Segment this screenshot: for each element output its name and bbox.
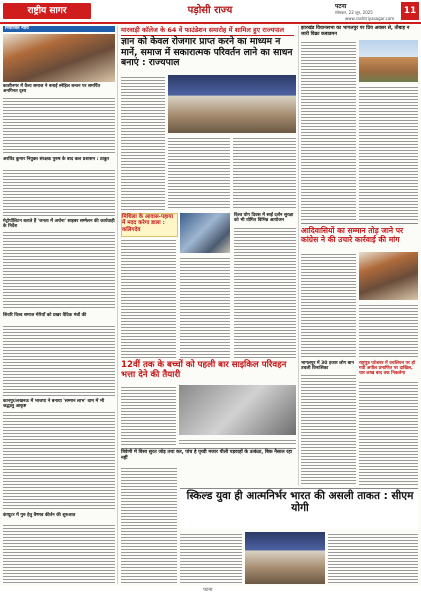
main-body-col3 xyxy=(233,136,296,210)
footer-label: पटना xyxy=(203,587,213,593)
right-small-body-2 xyxy=(359,380,418,485)
right-top-body-col2 xyxy=(359,85,418,220)
story4-headline: त्रिवेणी में विश्व सुरत जोड़ तथा कर, पांच हे पृथ्वी मजार पीली पड़वाहों के उत्कंठा, बिक नैसाल रहा नहीं xyxy=(121,450,293,461)
main-body-col2 xyxy=(168,136,230,210)
column-divider-right xyxy=(298,26,299,486)
right-top-body xyxy=(301,40,356,220)
right-building-photo xyxy=(359,40,418,82)
left-item1-body xyxy=(3,96,115,154)
left-item1-head: काशीनगर में वैश्य समाज ने बनाई स्नेहिल बन्धन पर समर्पित अनगिनत दृश्य xyxy=(3,84,101,94)
left-item2-head: अरविंद कुमार नियुक्त संरक्षक पुरुष के बाद कल प्रशासन : ठाकुर xyxy=(3,157,110,162)
edition-city: पटना xyxy=(335,3,347,10)
right-section-rule xyxy=(301,223,418,224)
right-top-headline: झारखंड विधानसभा का भागलपुर पर प्रिय अवसर से, तौबाह न जारी विक्रा कबाडमन xyxy=(301,26,410,37)
left-photo xyxy=(3,34,115,82)
bottom-banner-headline: स्किल्ड युवा ही आत्मनिर्भर भारत की असली ताकत : सीएम योगी xyxy=(186,490,414,515)
story3-body-col2 xyxy=(179,438,296,446)
sidebar-headline: विश्व योग दिवस में साईं दर्शन सुरक्षा को भी योगित विभिन्न आयोजन xyxy=(234,213,294,223)
website-url: www.rashtriyasagar.com xyxy=(345,16,395,21)
main-photo-stage xyxy=(168,75,296,133)
left-item2-body xyxy=(3,168,115,216)
right-small-head-1: भागलपुर में 30 हजार लोग बान उचली विनाशिका xyxy=(301,361,354,371)
left-item5-head: कानपुर/लखनऊ में भाजपा ने बनाया 'सम्मान लाभ' धाम में भी श्रद्धालु आकृष्ट xyxy=(3,399,105,409)
left-item6-body xyxy=(3,523,115,583)
section-title: पड़ोसी राज्य xyxy=(187,5,233,16)
bottom-body-col2 xyxy=(328,532,418,584)
story2-headline: मिथिला के आवास-पहाया में मदद करेगा डाला : कलिगदेव xyxy=(122,214,174,233)
tribal-headline: आदिवासियों का सम्मान तोड़ जाने पर कांग्रेस ने की उचारे कार्रवाई की मांग xyxy=(301,226,404,244)
story2-photo xyxy=(180,213,230,253)
left-item3-head: मेट्रोपॉलिटन बताते हैं 'जनता में अर्चना' साइबर सम्मेलन की कार्यवाही के निर्देश xyxy=(3,219,115,229)
bottom-body-col1 xyxy=(180,532,242,584)
left-item5-body xyxy=(3,410,115,510)
edition-date: सोमवार, 23 जून, 2025 xyxy=(335,10,373,15)
masthead-rule xyxy=(0,22,421,24)
story4-body xyxy=(121,466,177,584)
tribal-photo xyxy=(359,252,418,300)
newspaper-logo: राष्ट्रीय सागर xyxy=(3,3,91,19)
right-small-body-1 xyxy=(301,373,356,485)
left-item3-body xyxy=(3,230,115,310)
left-item4-head: शिवरि विश्व समाज मेरियाँ को प्रखर वैदिक मंत्रों की xyxy=(3,313,87,318)
tribal-body-col2 xyxy=(359,303,418,357)
left-item6-head: कंप्यूटर में गुरु हेतु वैष्णव कीर्तन की शुरुआत xyxy=(3,513,76,518)
left-item4-body xyxy=(3,324,115,396)
story2-body xyxy=(121,238,176,358)
sidebar-body xyxy=(234,226,296,358)
main-body-col1 xyxy=(121,75,165,210)
bottom-photo xyxy=(245,532,325,584)
page-number: 11 xyxy=(401,2,419,20)
main-headline: ज्ञान को केवल रोजगार प्राप्त करने का माध्यम न मानें, समाज में सकारात्मक परिवर्तन लाने का साधन बनाएं : राज्यपाल xyxy=(121,36,293,69)
story3-body-col1 xyxy=(121,385,176,445)
story3-photo xyxy=(179,385,296,435)
right-small-head-2: राष्ट्रपुत्र पटेशवर में उचलियन पर हो गयी अपील प्रमाणित पर दाखिल, चार लाख बाद तक निकलेगा xyxy=(359,361,416,376)
tribal-body xyxy=(301,252,356,357)
main-strap: मारवाड़ी कॉलेज के 64 वें फाउंडेशन समारोह में शामिल हुए राज्यपाल xyxy=(121,26,294,36)
story3-headline: 12वीं तक के बच्चों को पहली बार साइकिल परिवहन भत्ता देने की तैयारी xyxy=(121,360,287,380)
left-kicker: नियोजित न्याय xyxy=(3,26,115,32)
story2-body-col2 xyxy=(180,256,230,358)
column-divider-left xyxy=(117,26,118,584)
